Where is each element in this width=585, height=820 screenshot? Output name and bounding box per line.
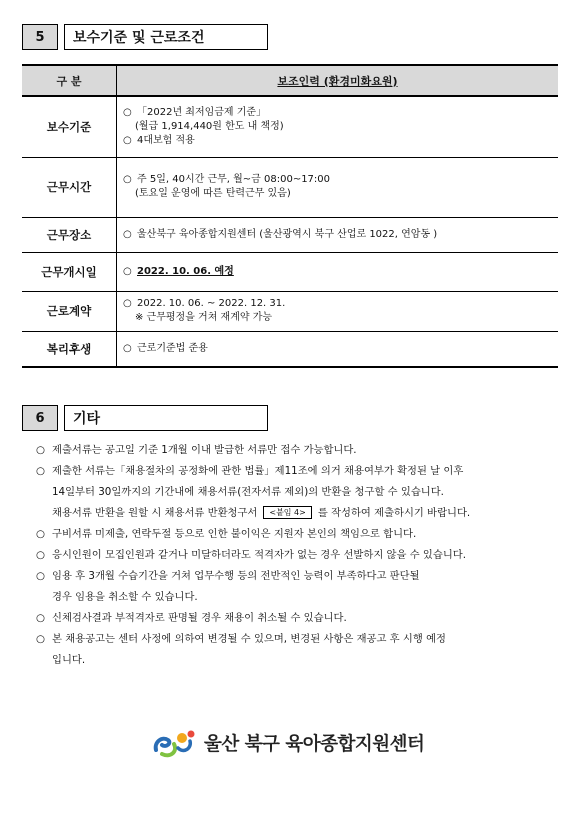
list-item: ○ 제출한 서류는「채용절차의 공정화에 관한 법률」제11조에 의거 채용여부가 확정된 날 이후 [36, 465, 464, 477]
table-row [22, 252, 558, 291]
conditions-table [22, 64, 558, 368]
table-header-row [22, 65, 558, 96]
row-value: ○ 주 5일, 40시간 근무, 월~금 08:00~17:00 (토요일 운영에 따른 탄력근무 있음) [117, 157, 559, 217]
section-number: 6 [22, 405, 58, 431]
list-item: ○ 신체검사결과 부적격자로 판명될 경우 채용이 취소될 수 있습니다. [36, 612, 347, 624]
row-label: 근무개시일 [22, 252, 117, 291]
list-item-continuation: 경우 임용을 취소할 수 있습니다. [52, 591, 198, 603]
attachment-tag: <붙임 4> [263, 506, 312, 519]
section-5-header [22, 24, 268, 50]
row-label: 복리후생 [22, 331, 117, 367]
row-value: ○ 2022. 10. 06. 예정 [117, 252, 559, 291]
row-value: ○ 2022. 10. 06. ~ 2022. 12. 31. ※ 근무평정을 거쳐 재계약 가능 [117, 291, 559, 331]
table-row [22, 291, 558, 331]
logo-mark-icon [152, 728, 196, 758]
table-row [22, 96, 558, 157]
list-item: ○ 본 채용공고는 센터 사정에 의하여 변경될 수 있으며, 변경된 사항은 재공고 후 시행 예정 [36, 633, 446, 645]
row-label: 근로계약 [22, 291, 117, 331]
list-item-continuation: 14일부터 30일까지의 기간내에 채용서류(전자서류 제외)의 반환을 청구할 수 있습니다. [52, 486, 444, 498]
list-item: ○ 구비서류 미제출, 연락두절 등으로 인한 불이익은 지원자 본인의 책임으로 합니다. [36, 528, 417, 540]
table-row [22, 157, 558, 217]
table-row [22, 217, 558, 252]
list-item: ○ 임용 후 3개월 수습기간을 거쳐 업무수행 등의 전반적인 능력이 부족하다고 판단될 [36, 570, 420, 582]
list-item: ○ 제출서류는 공고일 기준 1개월 이내 발급한 서류만 접수 가능합니다. [36, 444, 357, 456]
center-logo [152, 728, 424, 758]
notes-list [36, 440, 571, 671]
list-item-continuation: 채용서류 반환을 원할 시 채용서류 반환청구서 <붙임 4> 를 작성하여 제출하시기 바랍니다. [52, 507, 471, 519]
section-6-header [22, 405, 268, 431]
row-label: 근무시간 [22, 157, 117, 217]
row-value: ○ 「2022년 최저임금제 기준」 (월급 1,914,440원 한도 내 책정) ○ 4대보험 적용 [117, 96, 559, 157]
row-value: ○ 울산북구 육아종합지원센터 (울산광역시 북구 산업로 1022, 연암동 ) [117, 217, 559, 252]
header-category: 구 분 [22, 65, 117, 96]
table-row [22, 331, 558, 367]
section-title: 기타 [64, 405, 268, 431]
header-position: 보조인력 (환경미화요원) [117, 65, 559, 96]
row-value: ○ 근로기준법 준용 [117, 331, 559, 367]
list-item-continuation: 입니다. [52, 654, 86, 666]
section-title: 보수기준 및 근로조건 [64, 24, 268, 50]
list-item: ○ 응시인원이 모집인원과 같거나 미달하더라도 적격자가 없는 경우 선발하지 않을 수 있습니다. [36, 549, 466, 561]
row-label: 보수기준 [22, 96, 117, 157]
logo-text: 울산 북구 육아종합지원센터 [204, 734, 425, 755]
row-label: 근무장소 [22, 217, 117, 252]
section-number: 5 [22, 24, 58, 50]
